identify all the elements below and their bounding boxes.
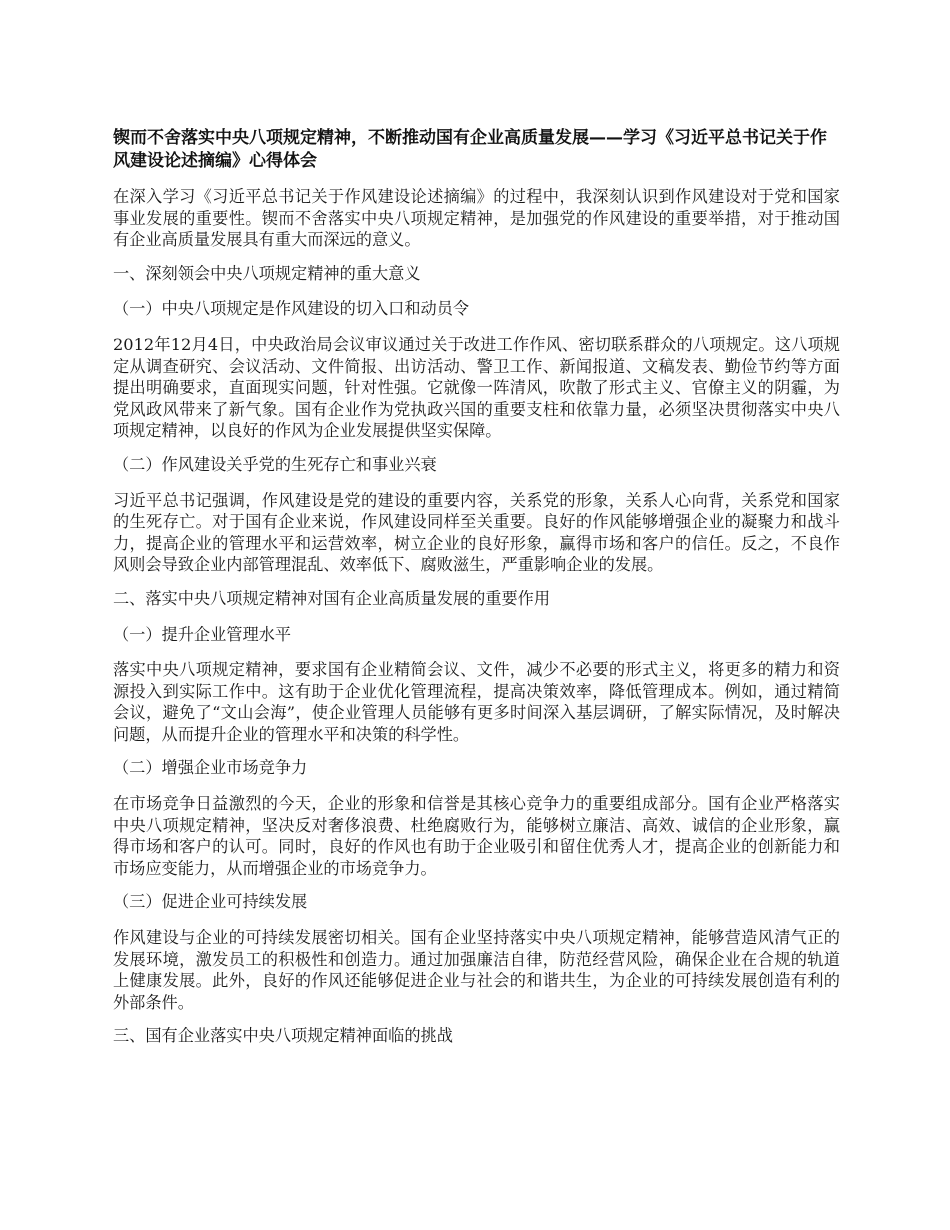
intro-paragraph: 在深入学习《习近平总书记关于作风建设论述摘编》的过程中，我深刻认识到作风建设对于党和国家事业发展的重要性。锲而不舍落实中央八项规定精神，是加强党的作风建设的重要举措，对于推动国有企业高质量发展具有重大而深远的意义。 [113, 187, 840, 250]
document-title: 锲而不舍落实中央八项规定精神，不断推动国有企业高质量发展——学习《习近平总书记关于作风建设论述摘编》心得体会 [113, 128, 827, 171]
section-heading-1: 一、深刻领会中央八项规定精神的重大意义 [113, 263, 421, 283]
subsection-heading-2-3: （三）促进企业可持续发展 [113, 892, 308, 912]
document-page [113, 127, 840, 1061]
paragraph-1-2: 习近平总书记强调，作风建设是党的建设的重要内容，关系党的形象，关系人心向背，关系党和国家的生死存亡。对于国有企业来说，作风建设同样至关重要。良好的作风能够增强企业的凝聚力和战斗力，提高企业的管理水平和运营效率，树立企业的良好形象，赢得市场和客户的信任。反之，不良作风则会导致企业内部管理混乱、效率低下、腐败滋生，严重影响企业的发展。 [113, 490, 840, 575]
subsection-heading-2-2: （二）增强企业市场竞争力 [113, 758, 308, 778]
paragraph-2-2: 在市场竞争日益激烈的今天，企业的形象和信誉是其核心竞争力的重要组成部分。国有企业严格落实中央八项规定精神，坚决反对奢侈浪费、杜绝腐败行为，能够树立廉洁、高效、诚信的企业形象，赢得市场和客户的认可。同时，良好的作风也有助于企业吸引和留住优秀人才，提高企业的创新能力和市场应变能力，从而增强企业的市场竞争力。 [113, 794, 840, 878]
subsection-heading-2-1: （一）提升企业管理水平 [113, 624, 292, 644]
section-heading-2: 二、落实中央八项规定精神对国有企业高质量发展的重要作用 [113, 588, 551, 608]
subsection-heading-1-1: （一）中央八项规定是作风建设的切入口和动员令 [113, 299, 470, 319]
section-heading-3: 三、国有企业落实中央八项规定精神面临的挑战 [113, 1026, 453, 1046]
paragraph-2-1: 落实中央八项规定精神，要求国有企业精简会议、文件，减少不必要的形式主义，将更多的精力和资源投入到实际工作中。这有助于企业优化管理流程，提高决策效率，降低管理成本。例如，通过精简会议，避免了“文山会海”，使企业管理人员能够有更多时间深入基层调研，了解实际情况，及时解决问题，从而提升企业的管理水平和决策的科学性。 [113, 660, 840, 744]
subsection-heading-1-2: （二）作风建设关乎党的生死存亡和事业兴衰 [113, 454, 437, 474]
paragraph-1-1: 2012年12月4日，中央政治局会议审议通过关于改进工作作风、密切联系群众的八项规定。这八项规定从调查研究、会议活动、文件简报、出访活动、警卫工作、新闻报道、文稿发表、勤俭节约等方面提出明确要求，直面现实问题，针对性强。它就像一阵清风，吹散了形式主义、官僚主义的阴霾，为党风政风带来了新气象。国有企业作为党执政兴国的重要支柱和依靠力量，必须坚决贯彻落实中央八项规定精神，以良好的作风为企业发展提供坚实保障。 [113, 334, 840, 441]
paragraph-2-3: 作风建设与企业的可持续发展密切相关。国有企业坚持落实中央八项规定精神，能够营造风清气正的发展环境，激发员工的积极性和创造力。通过加强廉洁自律，防范经营风险，确保企业在合规的轨道上健康发展。此外，良好的作风还能够促进企业与社会的和谐共生，为企业的可持续发展创造有利的外部条件。 [113, 928, 840, 1012]
